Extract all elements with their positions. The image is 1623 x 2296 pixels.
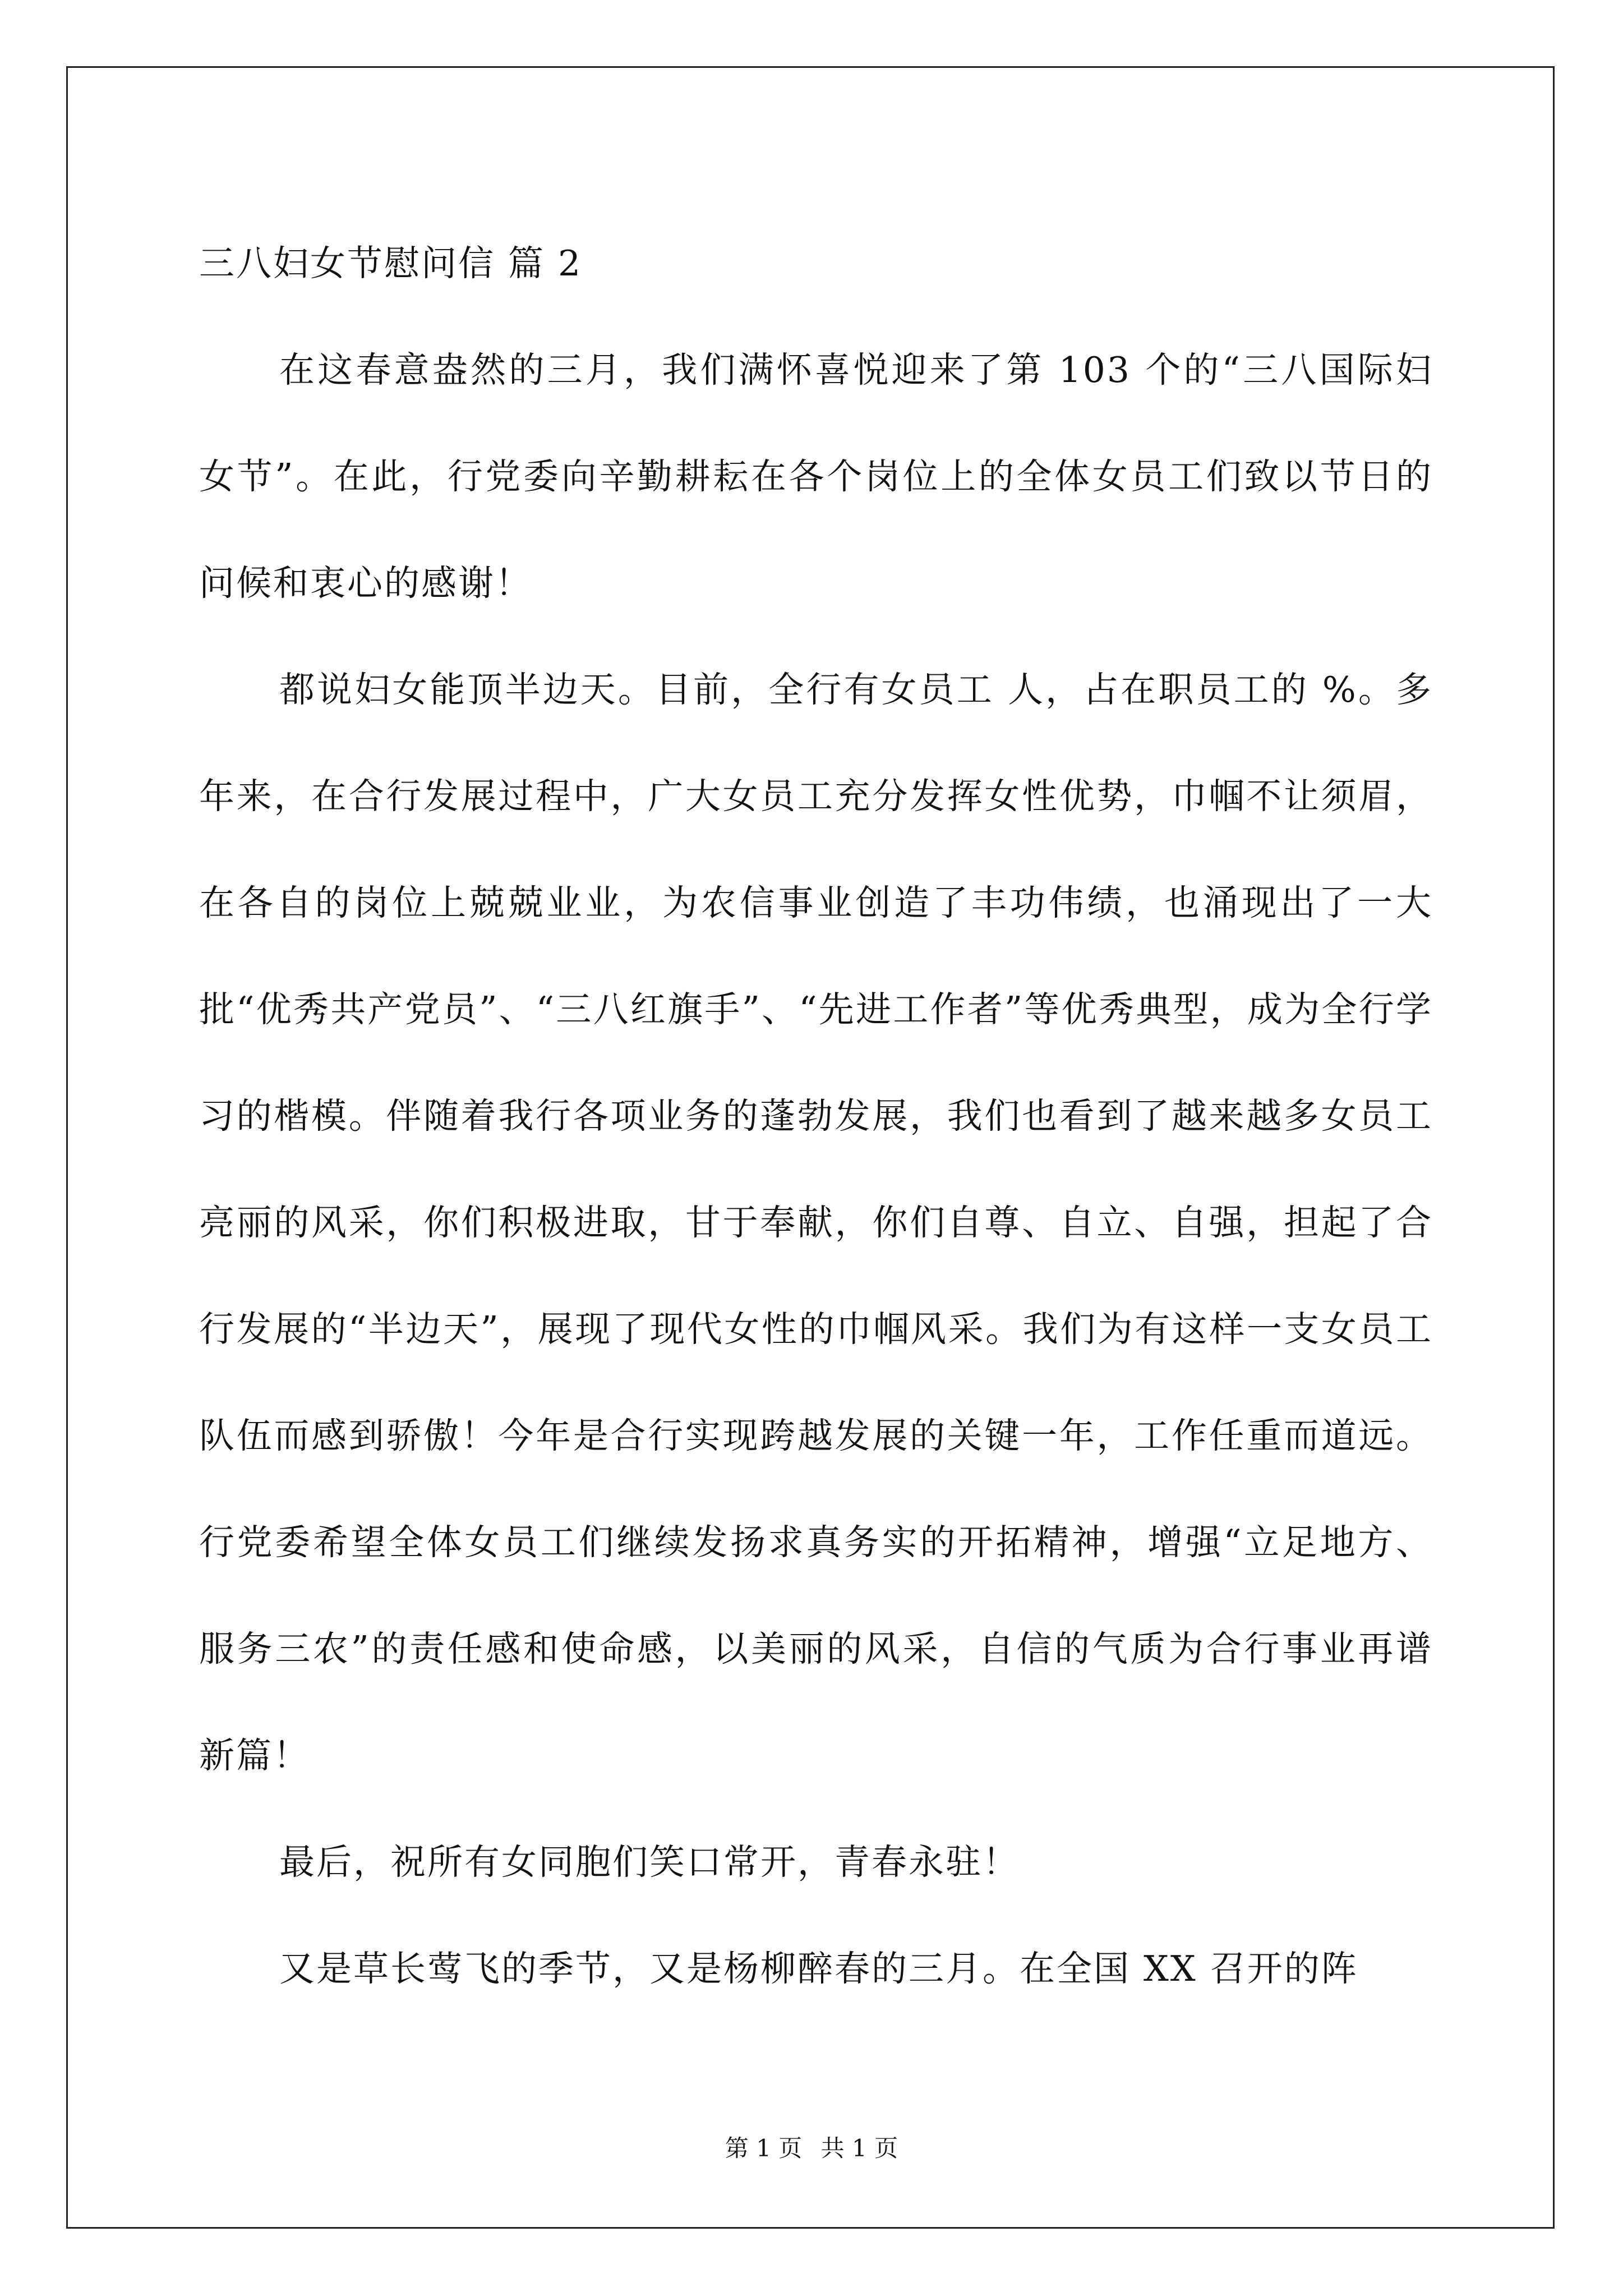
paragraph-main: 都说妇女能顶半边天。目前，全行有女员工 人，占在职员工的 %。多年来，在合行发展过程中，广大女员工充分发挥女性优势，巾帼不让须眉，在各自的岗位上兢兢业业，为农信事业创造了丰功伟绩，也涌现出了一大批“优秀共产党员”、“三八红旗手”、“先进工作者”等优秀典型，成为全行学习的楷模。伴随着我行各项业务的蓬勃发展，我们也看到了越来越多女员工亮丽的风采，你们积极进取，甘于奉献，你们自尊、自立、自强，担起了合行发展的“半边天”，展现了现代女性的巾帼风采。我们为有这样一支女员工队伍而感到骄傲！今年是合行实现跨越发展的关键一年，工作任重而道远。行党委希望全体女员工们继续发扬求真务实的开拓精神，增强“立足地方、服务三农”的责任感和使命感，以美丽的风采，自信的气质为合行事业再谱新篇！	[199, 669, 1433, 1776]
document-body	[199, 210, 1433, 2022]
paragraph-closing: 最后，祝所有女同胞们笑口常开，青春永驻！	[279, 1842, 1020, 1883]
document-title: 三八妇女节慰问信 篇 2	[199, 243, 583, 284]
paragraph-greeting: 在这春意盎然的三月，我们满怀喜悦迎来了第 103 个的“三八国际妇女节”。在此，行党委向辛勤耕耘在各个岗位上的全体女员工们致以节日的问候和衷心的感谢！	[199, 349, 1433, 604]
page-total: 共 1 页	[820, 2134, 898, 2162]
page-number: 第 1 页	[725, 2134, 803, 2162]
page-footer	[0, 2132, 1623, 2165]
paragraph-next-letter: 又是草长莺飞的季节，又是杨柳醉春的三月。在全国 XX 召开的阵	[279, 1948, 1358, 1989]
